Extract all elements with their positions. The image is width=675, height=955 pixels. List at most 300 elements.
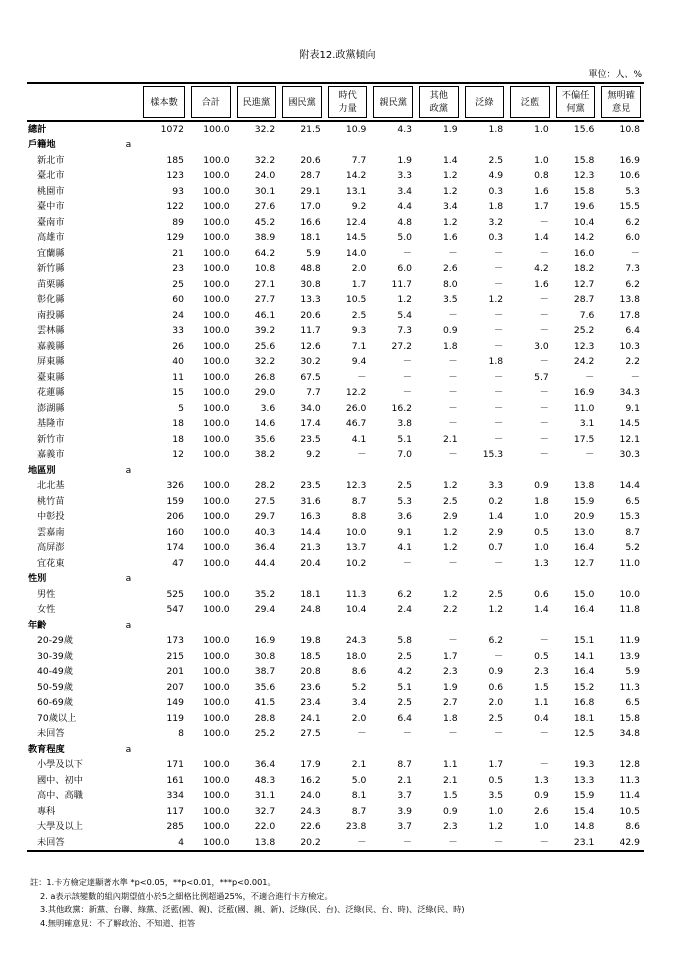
cell-value: 1.0 (534, 511, 549, 523)
cell-value (325, 742, 371, 758)
cell-value (507, 571, 553, 587)
cell-value: 2.9 (442, 511, 458, 523)
cell-value: 100.0 (203, 712, 230, 724)
cell-value: 10.3 (619, 340, 640, 352)
cell-value (462, 742, 508, 758)
cell-value: 1.2 (488, 821, 504, 833)
cell-value: 100.0 (203, 681, 230, 693)
chi-square-mark (117, 432, 140, 448)
cell-value (234, 618, 280, 634)
table-row (27, 215, 644, 231)
cell-value: 2.7 (442, 697, 458, 709)
cell-value: 0.5 (488, 774, 504, 786)
cell-value: 5.0 (397, 232, 412, 244)
chi-square-mark (117, 556, 140, 572)
cell-value: 100.0 (203, 635, 230, 647)
row-label: 雲林縣 (37, 325, 65, 337)
row-label: 高雄市 (37, 232, 65, 244)
cell-value: 7.7 (306, 387, 321, 399)
row-label: 屏東縣 (37, 356, 65, 368)
table-header-row (27, 83, 644, 121)
cell-value: 12.8 (619, 759, 640, 771)
cell-value (462, 463, 508, 479)
chi-square-mark (117, 478, 140, 494)
cell-value: 40.3 (254, 526, 276, 538)
cell-value: － (448, 728, 458, 740)
cell-value: 1.0 (534, 154, 549, 166)
chi-square-mark: a (125, 743, 132, 755)
cell-value: 13.8 (619, 294, 640, 306)
cell-value: 100.0 (203, 805, 230, 817)
cell-value: 7.1 (351, 340, 367, 352)
cell-value: 30.3 (619, 449, 640, 461)
cell-value: 26.0 (345, 402, 367, 414)
cell-value (462, 137, 508, 153)
cell-value: 100.0 (203, 480, 230, 492)
cell-value: 1.7 (534, 201, 549, 213)
cell-value: 29.0 (254, 387, 276, 399)
row-label: 嘉義市 (37, 449, 65, 461)
cell-value: 0.3 (488, 232, 504, 244)
cell-value: 100.0 (203, 356, 230, 368)
cell-sample-size: 117 (166, 805, 184, 817)
chi-square-mark (117, 168, 140, 184)
cell-value: 24.1 (300, 712, 321, 724)
cell-value: 1.8 (442, 340, 458, 352)
cell-value: 1.2 (442, 542, 458, 554)
cell-value: 12.7 (573, 557, 595, 569)
header-no-opinion: 無明確 意見 (598, 83, 644, 121)
chi-square-mark (117, 121, 140, 137)
cell-value: 100.0 (203, 759, 230, 771)
cell-value: 10.8 (598, 121, 644, 137)
cell-value: 15.8 (573, 185, 595, 197)
row-label: 臺東縣 (37, 371, 65, 383)
cell-value: 100.0 (203, 650, 230, 662)
cell-value: 100.0 (188, 835, 234, 851)
cell-value: 2.5 (488, 154, 504, 166)
cell-value: 15.8 (619, 712, 640, 724)
cell-value: 9.1 (625, 402, 640, 414)
cell-value: 24.3 (345, 635, 367, 647)
cell-value: 100.0 (203, 263, 230, 275)
cell-value: 14.2 (345, 170, 367, 182)
table-row (27, 525, 644, 541)
table-row (27, 246, 644, 262)
cell-value: 100.0 (203, 201, 230, 213)
chi-square-mark (117, 711, 140, 727)
cell-value: 14.8 (573, 821, 595, 833)
chi-square-mark (117, 354, 140, 370)
chi-square-mark (117, 649, 140, 665)
chi-square-mark (117, 416, 140, 432)
cell-value: 20.8 (300, 666, 321, 678)
cell-value: 2.5 (397, 480, 412, 492)
cell-value: 1.8 (488, 201, 504, 213)
cell-value: 15.2 (573, 681, 595, 693)
table-group-row (27, 571, 644, 587)
cell-value: 4.3 (370, 121, 416, 137)
cell-value: 5.4 (397, 309, 412, 321)
cell-value: 23.4 (300, 697, 321, 709)
cell-value: 15.3 (619, 511, 640, 523)
cell-value: 3.6 (260, 402, 276, 414)
table-row (27, 695, 644, 711)
cell-value: 100.0 (203, 232, 230, 244)
cell-value: － (585, 449, 595, 461)
party-preference-table (27, 82, 644, 852)
cell-value: 1.0 (534, 821, 549, 833)
cell-value (553, 742, 599, 758)
cell-value: 25.2 (573, 325, 595, 337)
cell-value: － (539, 449, 549, 461)
cell-value: 3.5 (442, 294, 458, 306)
chi-square-mark (117, 323, 140, 339)
cell-value: 16.4 (573, 542, 595, 554)
cell-value: 0.7 (488, 542, 504, 554)
cell-value: － (539, 759, 549, 771)
cell-value: 100.0 (203, 387, 230, 399)
cell-value: 0.4 (534, 712, 549, 724)
cell-value: 8.8 (351, 511, 367, 523)
cell-value: 100.0 (203, 402, 230, 414)
cell-value: 5.3 (625, 185, 640, 197)
cell-value: 1.2 (442, 216, 458, 228)
cell-value: 16.2 (300, 774, 321, 786)
cell-value: 19.8 (300, 635, 321, 647)
cell-value: 14.0 (345, 247, 367, 259)
table-row (27, 230, 644, 246)
cell-value: 2.6 (534, 805, 549, 817)
cell-value: 11.3 (345, 588, 367, 600)
cell-value: 46.1 (254, 309, 276, 321)
table-row (27, 773, 644, 789)
cell-value: 11.8 (619, 604, 640, 616)
chi-square-mark (117, 339, 140, 355)
cell-value: 3.4 (397, 185, 412, 197)
cell-value: 0.9 (488, 666, 504, 678)
cell-value: 10.8 (254, 263, 276, 275)
cell-value: 5.3 (397, 495, 412, 507)
chi-square-mark (117, 819, 140, 835)
cell-value: 38.9 (254, 232, 276, 244)
cell-value: － (493, 557, 504, 569)
cell-value: 4.1 (351, 433, 367, 445)
cell-value: 5.8 (397, 635, 412, 647)
cell-value: 5.2 (625, 542, 640, 554)
cell-value: 1.5 (534, 681, 549, 693)
cell-value: 6.0 (397, 263, 412, 275)
footnote-3: 3.其他政黨：新黨、台聯、綠黨、泛藍(國、親)、泛藍(國、親、新)、泛綠(民、台)、泛綠(民、台、時)、泛綠(民、時) (40, 904, 465, 915)
cell-value: － (539, 433, 549, 445)
cell-value: 13.9 (619, 650, 640, 662)
cell-sample-size: 161 (166, 774, 184, 786)
cell-sample-size: 122 (166, 201, 184, 213)
cell-value: 1.4 (534, 604, 549, 616)
cell-value: 100.0 (203, 185, 230, 197)
row-label: 雲嘉南 (37, 526, 65, 538)
row-label: 嘉義縣 (37, 340, 65, 352)
cell-value: 2.3 (442, 666, 458, 678)
cell-value: － (493, 728, 504, 740)
cell-value: 4.4 (397, 201, 412, 213)
cell-value: 10.2 (345, 557, 367, 569)
cell-value: 3.5 (488, 790, 504, 802)
cell-value: 8.7 (351, 805, 367, 817)
cell-value (188, 463, 234, 479)
cell-value: 6.4 (625, 325, 640, 337)
cell-value: 12.3 (573, 340, 595, 352)
cell-value: 6.0 (625, 232, 640, 244)
cell-value (370, 463, 416, 479)
cell-value: 15.4 (573, 805, 595, 817)
cell-value: 38.2 (254, 449, 276, 461)
cell-value: － (493, 402, 504, 414)
cell-value: 9.4 (351, 356, 367, 368)
cell-value: 23.5 (300, 480, 321, 492)
cell-value (370, 137, 416, 153)
cell-value: 13.8 (234, 835, 280, 851)
cell-value: 10.0 (345, 526, 367, 538)
cell-value: － (630, 371, 640, 383)
cell-value: 64.2 (254, 247, 276, 259)
cell-value: 18.5 (300, 650, 321, 662)
cell-value: 6.2 (625, 278, 640, 290)
cell-value: 1.2 (442, 526, 458, 538)
chi-square-mark (117, 525, 140, 541)
cell-value: 3.8 (397, 418, 412, 430)
cell-sample-size: 149 (166, 697, 184, 709)
cell-value: 2.5 (397, 697, 412, 709)
cell-value: 0.9 (442, 325, 458, 337)
cell-value: 100.0 (203, 557, 230, 569)
cell-value: － (448, 557, 458, 569)
cell-value: 17.0 (300, 201, 321, 213)
cell-value: 13.7 (345, 542, 367, 554)
cell-value: － (357, 371, 367, 383)
cell-value: 20.4 (300, 557, 321, 569)
cell-value: 1.6 (534, 278, 549, 290)
cell-value: 100.0 (203, 588, 230, 600)
cell-value: 8.6 (625, 821, 640, 833)
row-label: 小學及以下 (37, 759, 83, 771)
cell-value: 11.3 (619, 681, 640, 693)
cell-value: 100.0 (203, 542, 230, 554)
row-label: 彰化縣 (37, 294, 65, 306)
cell-value: 100.0 (203, 666, 230, 678)
cell-value: 19.6 (573, 201, 595, 213)
cell-value (279, 742, 325, 758)
cell-value: － (402, 728, 412, 740)
group-label: 總計 (27, 121, 117, 137)
cell-value: 100.0 (203, 604, 230, 616)
cell-sample-size (140, 742, 188, 758)
cell-value (188, 571, 234, 587)
cell-value: － (370, 835, 416, 851)
cell-sample-size: 93 (172, 185, 184, 197)
cell-value: 3.4 (442, 201, 458, 213)
table-row (27, 494, 644, 510)
cell-value: 12.4 (345, 216, 367, 228)
cell-value: 100.0 (203, 309, 230, 321)
chi-square-mark (117, 447, 140, 463)
cell-value: 7.3 (625, 263, 640, 275)
cell-value: 20.6 (300, 154, 321, 166)
cell-value: 16.2 (391, 402, 412, 414)
cell-value: 11.7 (300, 325, 321, 337)
cell-value (188, 137, 234, 153)
chi-square-mark: a (125, 139, 132, 151)
cell-value: 35.2 (254, 588, 276, 600)
cell-value: 8.7 (625, 526, 640, 538)
cell-value: 2.0 (351, 712, 367, 724)
cell-value: － (357, 728, 367, 740)
row-label: 臺南市 (37, 216, 65, 228)
cell-value: － (493, 263, 504, 275)
cell-value: － (325, 835, 371, 851)
cell-value: 15.6 (553, 121, 599, 137)
row-label: 大學及以上 (37, 821, 83, 833)
cell-sample-size: 21 (172, 247, 184, 259)
header-blank (117, 83, 140, 121)
cell-value: 1.1 (442, 759, 458, 771)
row-label: 南投縣 (37, 309, 65, 321)
cell-value: 6.2 (397, 588, 412, 600)
cell-value: 2.0 (351, 263, 367, 275)
cell-value: 4.9 (488, 170, 504, 182)
cell-value: 21.3 (300, 542, 321, 554)
table-row (27, 184, 644, 200)
chi-square-mark: a (125, 464, 132, 476)
cell-value: 8.7 (397, 759, 412, 771)
cell-sample-size: 326 (166, 480, 184, 492)
table-row (27, 261, 644, 277)
cell-value: 1.9 (416, 121, 462, 137)
cell-value: 18.0 (345, 650, 367, 662)
chi-square-mark (117, 788, 140, 804)
cell-value: 20.9 (573, 511, 595, 523)
cell-value: 1.3 (534, 557, 549, 569)
cell-value: 32.2 (254, 356, 276, 368)
cell-value (553, 571, 599, 587)
cell-value: 2.2 (442, 604, 458, 616)
cell-value: 6.4 (397, 712, 412, 724)
cell-value: 100.0 (203, 433, 230, 445)
cell-value: 2.1 (351, 759, 367, 771)
chi-square-mark (117, 726, 140, 742)
cell-value: 23.1 (553, 835, 599, 851)
cell-value: － (448, 418, 458, 430)
table-row (27, 401, 644, 417)
cell-value: － (493, 325, 504, 337)
cell-value: － (585, 371, 595, 383)
row-label: 新北市 (37, 154, 65, 166)
cell-value: 1.2 (488, 294, 504, 306)
row-label: 高屏澎 (37, 542, 65, 554)
cell-value: 11.9 (619, 635, 640, 647)
chi-square-mark (117, 277, 140, 293)
cell-value: 2.6 (442, 263, 458, 275)
chi-square-mark (117, 695, 140, 711)
header-sample-size: 樣本數 (140, 83, 188, 121)
cell-value: 3.3 (488, 480, 504, 492)
row-label: 70歲以上 (37, 712, 77, 724)
row-label: 北北基 (37, 480, 65, 492)
cell-sample-size: 123 (166, 170, 184, 182)
table-group-row (27, 618, 644, 634)
cell-sample-size: 119 (166, 712, 184, 724)
cell-value: 14.2 (573, 232, 595, 244)
cell-value: 27.1 (254, 278, 276, 290)
cell-value: 0.9 (534, 790, 549, 802)
row-label: 50-59歲 (37, 681, 73, 693)
table-row (27, 757, 644, 773)
footnote-4: 4.無明確意見：不了解政治、不知道、拒答 (40, 917, 196, 928)
cell-value: 28.7 (573, 294, 595, 306)
cell-value: 100.0 (203, 511, 230, 523)
chi-square-mark: a (125, 573, 132, 585)
cell-value: 12.5 (573, 728, 595, 740)
table-group-row (27, 742, 644, 758)
cell-value: － (357, 449, 367, 461)
table-row (27, 509, 644, 525)
cell-sample-size: 8 (178, 728, 184, 740)
cell-value (416, 463, 462, 479)
cell-value: 32.2 (234, 121, 280, 137)
cell-value (279, 137, 325, 153)
table-group-row (27, 463, 644, 479)
cell-sample-size: 1072 (140, 121, 188, 137)
cell-value: 31.6 (300, 495, 321, 507)
cell-value: 24.0 (254, 170, 276, 182)
cell-value: 1.9 (397, 154, 412, 166)
cell-value (234, 742, 280, 758)
table-row (27, 370, 644, 386)
cell-value: 21.5 (279, 121, 325, 137)
cell-value (370, 571, 416, 587)
cell-value: － (493, 650, 504, 662)
cell-sample-size: 185 (166, 154, 184, 166)
chi-square-mark (117, 587, 140, 603)
cell-value: 45.2 (254, 216, 276, 228)
cell-value (279, 618, 325, 634)
cell-value: － (539, 325, 549, 337)
cell-value (507, 742, 553, 758)
cell-value: － (448, 247, 458, 259)
table-row (27, 680, 644, 696)
chi-square-mark (117, 602, 140, 618)
cell-value: 9.2 (351, 201, 367, 213)
page-title: 附表12.政黨傾向 (299, 50, 376, 61)
chi-square-mark (117, 292, 140, 308)
chi-square-mark (117, 385, 140, 401)
row-label: 新竹縣 (37, 263, 65, 275)
cell-value: 5.9 (625, 666, 640, 678)
cell-value: － (539, 402, 549, 414)
table-body (27, 121, 644, 851)
cell-value: － (539, 216, 549, 228)
chi-square-mark (117, 215, 140, 231)
cell-value: 2.2 (625, 356, 640, 368)
cell-value (188, 618, 234, 634)
cell-sample-size: 201 (166, 666, 184, 678)
cell-value: 32.2 (254, 154, 276, 166)
cell-value: 10.4 (345, 604, 367, 616)
cell-value: 1.5 (442, 790, 458, 802)
cell-value: 100.0 (203, 697, 230, 709)
cell-value: － (539, 294, 549, 306)
header-kmt: 國民黨 (279, 83, 325, 121)
